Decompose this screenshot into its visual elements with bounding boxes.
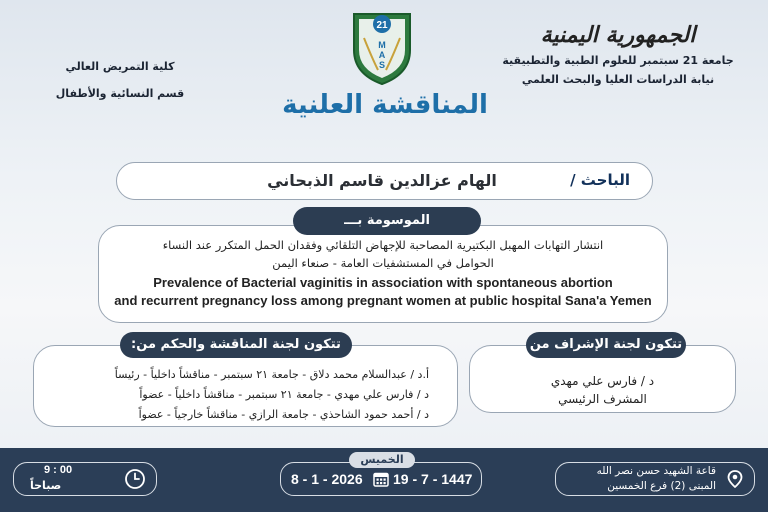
researcher-pill xyxy=(116,162,653,200)
header-right xyxy=(498,22,738,86)
department-name: قسم النسائية والأطفال xyxy=(55,87,185,100)
thesis-english-line2: and recurrent pregnancy loss among pregnant women at public hospital Sana'a Yemen xyxy=(114,293,652,308)
time-value: 9 : 00 xyxy=(44,464,73,476)
university-logo xyxy=(342,8,422,88)
location-line2: المبنى (2) فرع الخمسين xyxy=(607,480,716,492)
supervisor-name: د / فارس علي مهدي xyxy=(550,374,655,388)
time-period: صباحاً xyxy=(30,479,62,492)
deanship-name: نيابة الدراسات العليا والبحث العلمي xyxy=(521,73,715,86)
thesis-box xyxy=(98,225,668,323)
svg-text:A: A xyxy=(378,50,386,60)
svg-text:S: S xyxy=(378,60,386,70)
calendar-icon xyxy=(373,471,389,487)
time-box xyxy=(13,462,157,496)
svg-text:M: M xyxy=(378,40,386,50)
hijri-date: 19 - 7 - 1447 xyxy=(393,471,473,487)
thesis-arabic-line1: انتشار التهابات المهبل البكتيرية المصاحبة للإجهاض التلقائي وفقدان الحمل المتكرر عند النساء xyxy=(162,238,604,252)
researcher-label: الباحث / xyxy=(570,171,630,189)
location-box xyxy=(555,462,755,496)
thesis-arabic-line2: الحوامل في المستشفيات العامة - صنعاء اليمن xyxy=(272,256,494,270)
svg-text:21: 21 xyxy=(376,20,388,31)
clock-icon xyxy=(124,468,146,490)
supervisor-role: المشرف الرئيسي xyxy=(558,392,647,406)
researcher-name: الهام عزالدين قاسم الذبحاني xyxy=(267,171,497,190)
location-pin-icon xyxy=(726,470,744,488)
location-line1: قاعة الشهيد حسن نصر الله xyxy=(596,465,716,477)
university-name: جامعة 21 سبتمبر للعلوم الطبية والتطبيقية xyxy=(502,54,734,67)
faculty-name: كلية التمريض العالي xyxy=(65,60,175,73)
thesis-english-line1: Prevalence of Bacterial vaginitis in association with spontaneous abortion xyxy=(153,275,613,290)
day-label: الخميس xyxy=(349,452,415,468)
gregorian-date: 8 - 1 - 2026 xyxy=(291,471,363,487)
thesis-label: الموسومة بـــ xyxy=(293,207,481,235)
header-left xyxy=(30,60,210,114)
committee-member: أ.د / عبدالسلام محمد دلاق - جامعة ٢١ سبتمبر - مناقشاً داخلياً - رئيساً xyxy=(114,368,429,381)
main-title: المناقشة العلنية xyxy=(282,90,488,120)
supervision-title: تتكون لجنة الإشراف من xyxy=(526,332,686,358)
examination-title: تتكون لجنة المناقشة والحكم من: xyxy=(120,332,352,358)
country-calligraphy: الجمهورية اليمنية xyxy=(540,22,696,48)
committee-member: د / أحمد حمود الشاحذي - جامعة الرازي - مناقشاً خارجياً - عضواً xyxy=(138,408,429,421)
committee-member: د / فارس علي مهدي - جامعة ٢١ سبتمبر - مناقشاً داخلياً - عضواً xyxy=(139,388,429,401)
